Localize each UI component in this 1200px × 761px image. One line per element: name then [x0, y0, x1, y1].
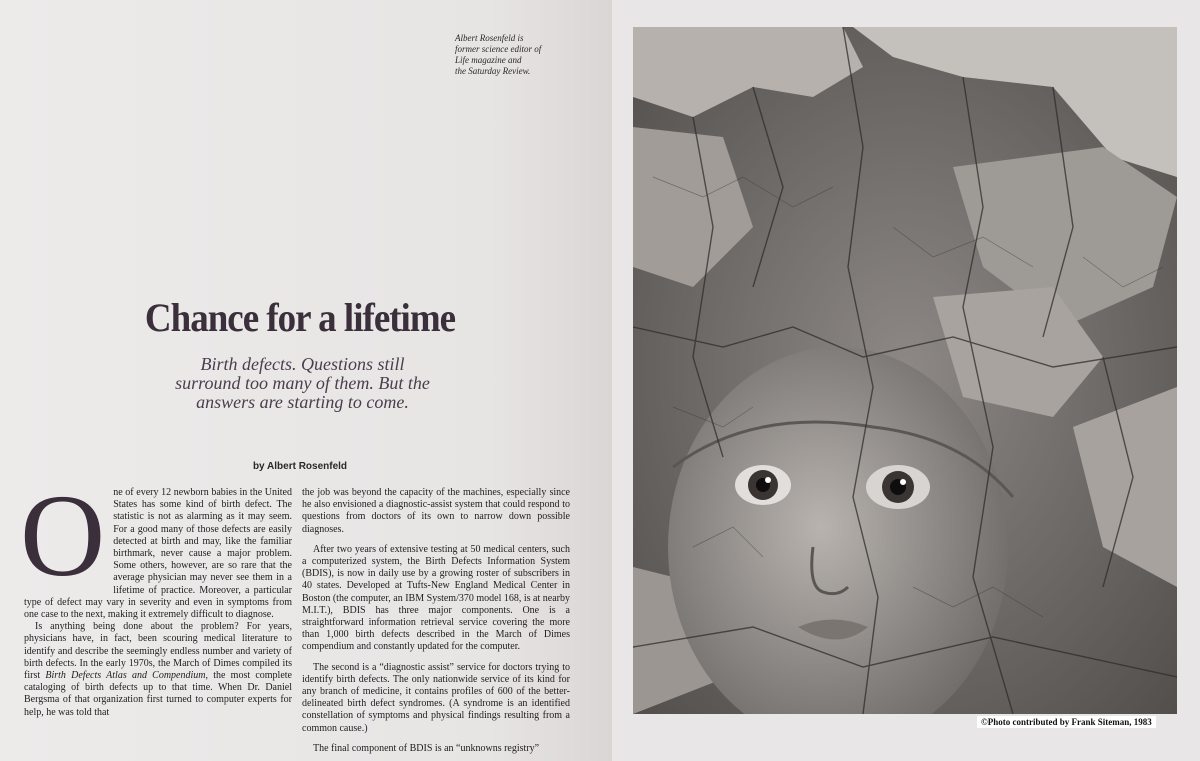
author-bio-line: Life magazine and [455, 55, 522, 65]
subhead-line: surround too many of them. But the [175, 373, 430, 393]
article-paragraph [20, 470, 292, 621]
photo-credit: ©Photo contributed by Frank Siteman, 1983 [977, 716, 1156, 728]
paragraph-text: , the most complete cataloging of birth defects up to that time. When Dr. Daniel Bergsma of that organization first turned to computer experts for help, he was told that [24, 670, 292, 718]
drop-cap: O [20, 470, 106, 601]
article-paragraph: the job was beyond the capacity of the machines, especially since he also envisioned a diagnostic-assist system that could respond to questions from doctors of its own to narrow down possible diagnoses. [302, 487, 570, 535]
subhead-line: Birth defects. Questions still [200, 354, 405, 374]
article-column-1 [20, 470, 292, 719]
author-bio [455, 33, 605, 77]
paragraph-text: ne of every 12 newborn babies in the United States has some kind of birth defect. The statistic is not as alarming as it may seem. For a good many of those defects are easily detected at birth and may, like the familiar birthmark, never cause a major problem. Some others, however, are so rare that the average physician may never see them in a lifetime of practice. Moreover, a particular type of defect may vary in severity and even in symptoms from one case to the next, making it extremely difficult to diagnose. [24, 487, 292, 621]
book-title: Birth Defects Atlas and Compendium [45, 670, 206, 682]
article-paragraph: The second is a “diagnostic assist” service for doctors trying to identify birth defects. The only nationwide service of its kind for any branch of medicine, it contains profiles of 600 of the better-delineated birth defect syndromes. (A syndrome is an identified constellation of symptoms and physical findings resulting from a common cause.) [302, 661, 570, 734]
subhead-line: answers are starting to come. [196, 392, 409, 412]
article-headline: Chance for a lifetime [144, 296, 456, 341]
article-subhead [140, 355, 465, 412]
article-paragraph: The final component of BDIS is an “unknowns registry” [313, 742, 540, 754]
article-column-2 [302, 487, 570, 755]
photo-illustration [633, 27, 1177, 714]
byline: by Albert Rosenfeld [252, 461, 348, 472]
article-paragraph: After two years of extensive testing at 50 medical centers, such a computerized system, the Birth Defects Information System (BDIS), is now in daily use by a growing roster of subscribers in 40 states. Developed at Tufts-New England Medical Center in Boston (the computer, an IBM System/370 model 168, is at nearby M.I.T.), BDIS has three major components. One is a straightforward information retrieval service covering the more than 1,000 birth defects described in the March of Dimes compendium and constantly updated for the computer. [302, 543, 570, 653]
cracked-face-photo [633, 27, 1177, 714]
author-bio-line: Albert Rosenfeld is [455, 33, 524, 43]
paragraph-text: Is anything being done about the problem? For years, physicians have, in fact, been scouring medical literature to identify and describe the seemingly endless number and variety of birth defects. In the early 1970s, the March of Dimes compiled its first [24, 621, 292, 682]
article-paragraph [24, 621, 292, 719]
author-bio-line: the Saturday Review. [455, 66, 531, 76]
author-bio-line: former science editor of [455, 44, 542, 54]
